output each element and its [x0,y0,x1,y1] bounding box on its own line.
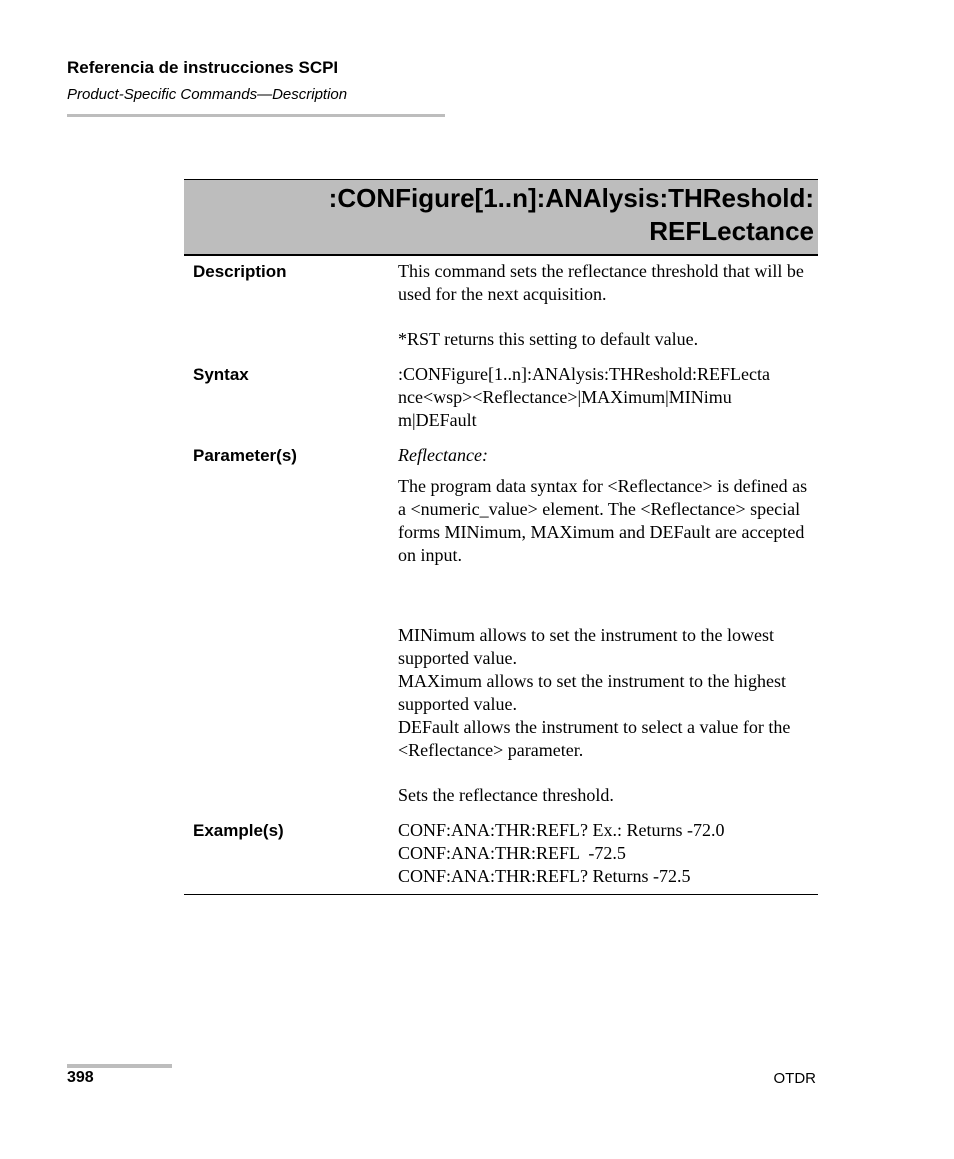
syntax-content [398,363,818,432]
example-line: CONF:ANA:THR:REFL? Ex.: Returns -72.0 [398,820,725,840]
syntax-line: m|DEFault [398,410,477,430]
syntax-line: nce<wsp><Reflectance>|MAXimum|MINimu [398,387,732,407]
parameter-description: The program data syntax for <Reflectance> is defined as a <numeric_value> element. The <Reflectance> special forms MINimum, MAXimum and DEFault are accepted on input. [398,476,808,565]
parameter-name: Reflectance: [398,445,488,465]
command-title-line1: :CONFigure[1..n]:ANAlysis:THReshold: [328,183,814,213]
examples-label: Example(s) [193,821,284,840]
parameters-row [184,444,818,807]
parameters-content [398,444,818,807]
header-rule [67,114,445,117]
example-line: CONF:ANA:THR:REFL -72.5 [398,843,626,863]
examples-row [184,819,818,895]
section-subtitle: Product-Specific Commands—Description [67,86,348,103]
maximum-note: MAXimum allows to set the instrument to the highest supported value. [398,671,786,714]
default-note: DEFault allows the instrument to select a value for the <Reflectance> parameter. [398,717,791,760]
description-row [184,260,818,351]
page-number: 398 [67,1069,94,1086]
description-text: This command sets the reflectance threshold that will be used for the next acquisition. [398,261,804,304]
command-reference-table [184,179,818,895]
minimum-note: MINimum allows to set the instrument to the lowest supported value. [398,625,774,668]
section-title: Referencia de instrucciones SCPI [67,58,339,77]
syntax-line: :CONFigure[1..n]:ANAlysis:THReshold:REFLecta [398,364,770,384]
examples-content [398,819,818,888]
description-label: Description [193,262,287,281]
description-content [398,260,818,351]
product-name: OTDR [773,1070,816,1087]
rst-note: *RST returns this setting to default value. [398,329,699,349]
command-title-line2: REFLectance [649,216,814,246]
syntax-row [184,363,818,432]
parameters-label: Parameter(s) [193,446,297,465]
syntax-label: Syntax [193,365,249,384]
parameter-summary: Sets the reflectance threshold. [398,785,614,805]
footer-rule [67,1064,172,1068]
example-line: CONF:ANA:THR:REFL? Returns -72.5 [398,866,691,886]
running-header [67,57,445,117]
command-title [184,179,818,256]
